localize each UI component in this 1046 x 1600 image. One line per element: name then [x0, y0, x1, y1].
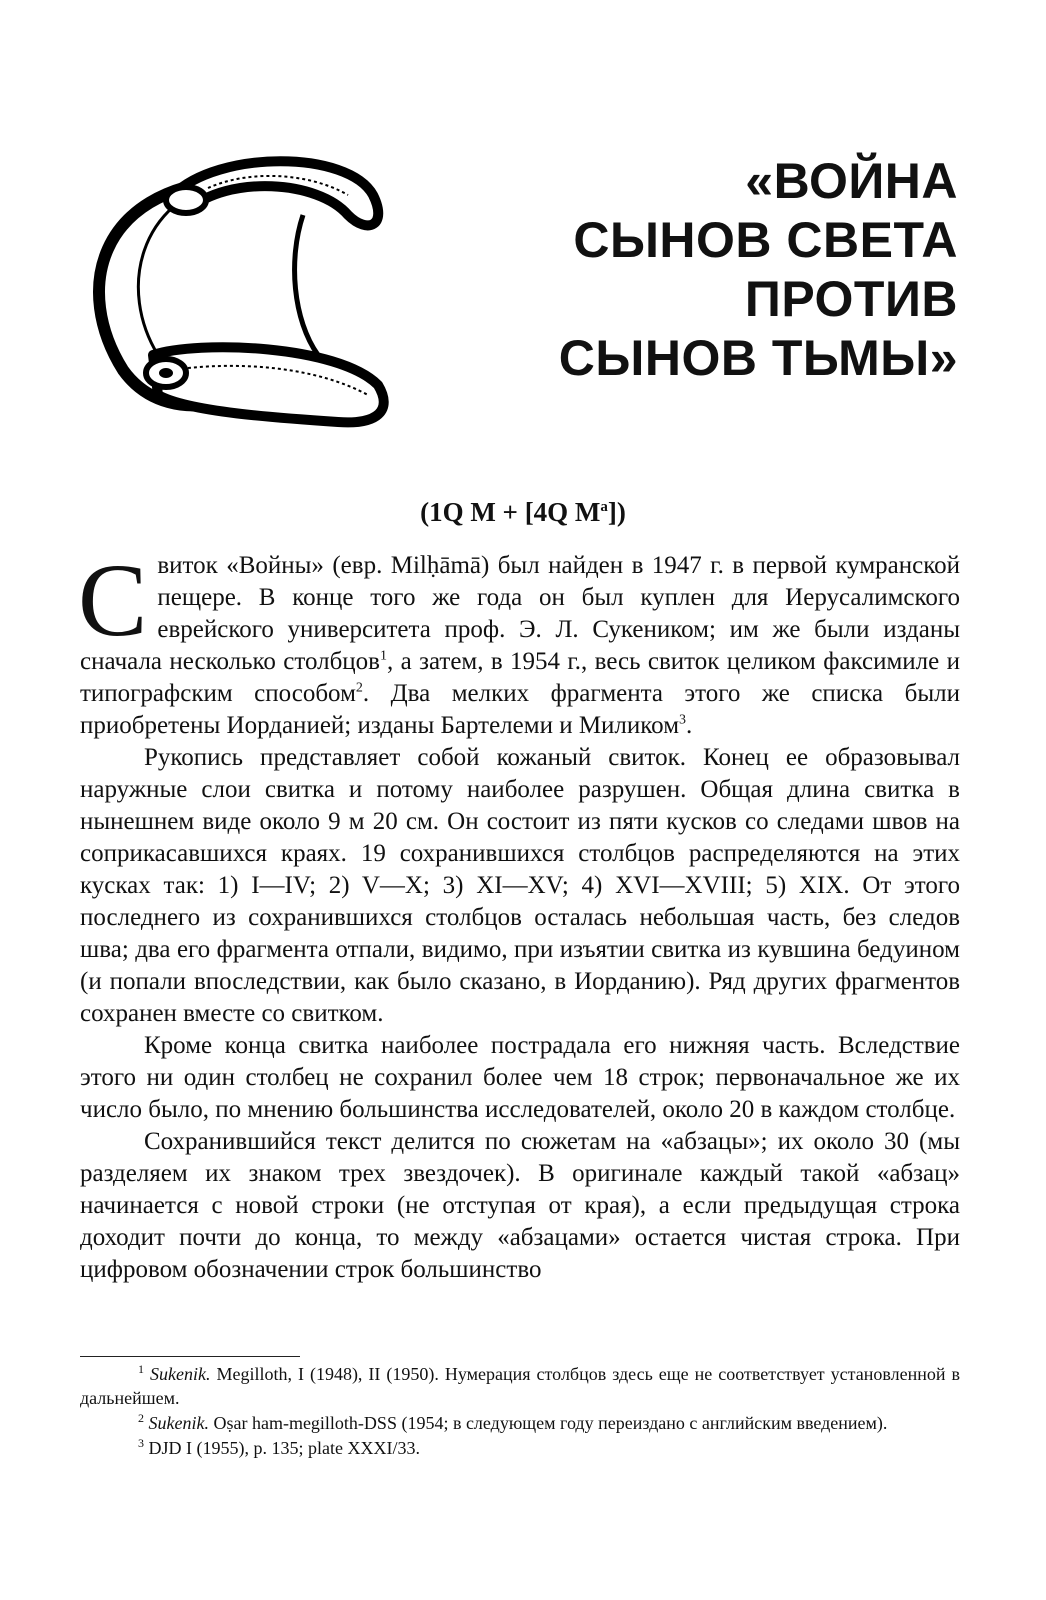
footnote-text: Oṣar ham-megilloth-DSS (1954; в следующем году переиздано с английским введением).: [208, 1413, 888, 1433]
main-text: [78, 543, 960, 1286]
footnote-text: Megilloth, I (1948), II (1950). Нумерация столбцов здесь еще не соответствует установленной в дальнейшем.: [80, 1364, 960, 1408]
paragraph-3: Кроме конца свитка наиболее пострадала его нижняя часть. Вследствие этого ни один столбец не сохранил более чем 18 строк; первоначальное же их число было, по мнению большинства исследователей, около 20 в каждом столбце.: [80, 1032, 960, 1123]
paragraph-1: [78, 543, 960, 742]
footnote-ref-1[interactable]: 1: [380, 648, 387, 664]
paragraph-2: Рукопись представляет собой кожаный свиток. Конец ее образовывал наружные слои свитка и потому наиболее разрушен. Общая длина свитка в нынешнем виде около 9 м 20 см. Он состоит из пяти кусков со следами швов на соприкасавшихся краях. 19 сохранившихся столбцов распределяются на этих кусках так: 1) I—IV; 2) V—X; 3) XI—XV; 4) XVI—XVIII; 5) XIX. От этого последнего из сохранившихся столбцов осталась небольшая часть, без следов шва; два его фрагмента отпали, видимо, при изъятии свитка из кувшина бедуином (и попали впоследствии, как было сказано, в Иорданию). Ряд других фрагментов сохранен вместе со свитком.: [80, 744, 960, 1027]
footnote-author: Sukenik.: [148, 1413, 209, 1433]
title-line: «ВОЙНА: [745, 153, 958, 209]
text-run: . Два мелких фрагмента этого же списка были приобретены Иорданией; изданы Бартелеми и Миликом: [80, 680, 960, 739]
footnote-number: 3: [138, 1436, 144, 1450]
footnote-author: Sukenik.: [150, 1364, 211, 1384]
text-run: , а затем, в 1954 г., весь свиток целиком факсимиле и типографским способом: [80, 648, 960, 707]
drop-cap: С: [78, 543, 148, 658]
footnote-number: 1: [138, 1362, 144, 1376]
title-line: СЫНОВ СВЕТА: [573, 212, 958, 268]
footnote-text: DJD I (1955), p. 135; plate XXXI/33.: [148, 1438, 420, 1458]
text-run: .: [686, 712, 693, 739]
manuscript-siglum: [0, 497, 1046, 528]
footnotes: [80, 1362, 960, 1461]
siglum-main: (1Q M + [4Q M: [420, 497, 601, 527]
footnote-2: [80, 1411, 960, 1435]
footnote-divider: [80, 1356, 300, 1357]
title-line: СЫНОВ ТЬМЫ»: [558, 330, 958, 386]
chapter-title: [559, 152, 958, 388]
footnote-1: [80, 1362, 960, 1410]
footnote-ref-2[interactable]: 2: [355, 680, 363, 696]
footnote-3: [80, 1436, 960, 1460]
footnote-ref-3[interactable]: 3: [679, 712, 687, 728]
siglum-superscript: a: [600, 499, 608, 515]
siglum-end: ]): [607, 497, 626, 527]
title-line: ПРОТИВ: [744, 271, 958, 327]
footnote-number: 2: [138, 1411, 144, 1425]
paragraph-4: Сохранившийся текст делится по сюжетам на «абзацы»; их около 30 (мы разделяем их знаком трех звездочек). В оригинале каждый такой «абзац» начинается с новой строки (не отступая от края), а если предыдущая строка доходит почти до конца, то между «абзацами» остается чистая строка. При цифровом обозначении строк большинство: [80, 1128, 960, 1283]
scroll-illustration: [78, 140, 408, 440]
text-run: виток «Войны» (евр. Milḥāmā) был найден в 1947 г. в первой кумранской пещере. В конце того же года он был куплен для Иерусалимского еврейского университета проф. Э. Л. Сукеником; им же были изданы сначала несколько столбцов: [80, 552, 960, 675]
